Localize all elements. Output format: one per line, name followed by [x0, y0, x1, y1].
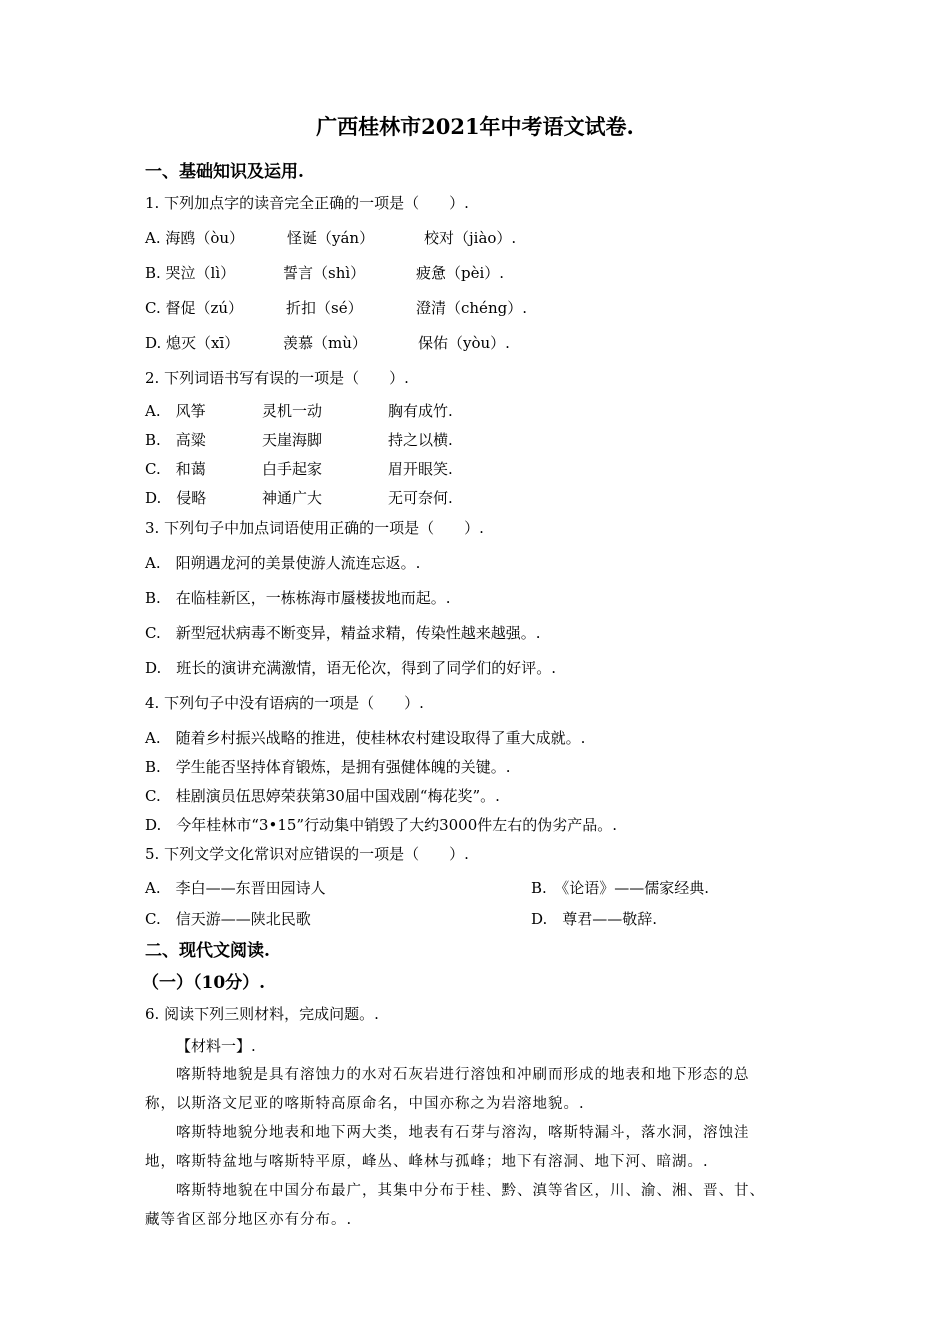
q3-option-b: B. 在临桂新区，一栋栋海市蜃楼拔地而起。. [145, 589, 451, 607]
q3-option-a: A. 阳朔遇龙河的美景使游人流连忘返。. [145, 554, 421, 572]
section-2-subheading: （一）（10分）. [142, 973, 266, 993]
q4-option-a: A. 随着乡村振兴战略的推进，使桂林农村建设取得了重大成就。. [145, 729, 586, 747]
section-2-heading: 二、现代文阅读. [145, 941, 270, 961]
q2-option-a-2: 灵机一动 [262, 402, 323, 420]
q2-option-d-3: 无可奈何. [388, 489, 453, 507]
q1-option-a-2: 怪诞（yán） [287, 229, 375, 247]
q4-option-c: C. 桂剧演员伍思婷荣获第30届中国戏剧“梅花奖”。. [145, 787, 500, 805]
q5-stem: 5. 下列文学文化常识对应错误的一项是（ ）. [145, 845, 469, 863]
material-1-paragraph-1-line-2: 称，以斯洛文尼亚的喀斯特高原命名，中国亦称之为岩溶地貌。. [145, 1096, 585, 1112]
q1-option-b-2: 誓言（shì） [283, 264, 366, 282]
q2-option-a-1: A. 风筝 [145, 402, 206, 420]
section-1-heading: 一、基础知识及运用. [145, 162, 304, 182]
q5-option-b: B. 《论语》——儒家经典. [531, 879, 710, 897]
q2-option-c-2: 白手起家 [262, 460, 323, 478]
q1-option-d-2: 羡慕（mù） [283, 334, 367, 352]
q6-stem: 6. 阅读下列三则材料，完成问题。. [145, 1005, 379, 1023]
q3-option-c: C. 新型冠状病毒不断变异，精益求精，传染性越来越强。. [145, 624, 541, 642]
q2-stem: 2. 下列词语书写有误的一项是（ ）. [145, 369, 409, 387]
q2-option-d-1: D. 侵略 [145, 489, 207, 507]
material-1-paragraph-3-line-2: 藏等省区部分地区亦有分布。. [145, 1212, 353, 1228]
q1-option-a-3: 校对（jiào）. [424, 229, 517, 247]
material-1-paragraph-2-line-2: 地，喀斯特盆地与喀斯特平原，峰丛、峰林与孤峰；地下有溶洞、地下河、暗湖。. [145, 1154, 709, 1170]
q4-option-b: B. 学生能否坚持体育锻炼，是拥有强健体魄的关键。. [145, 758, 511, 776]
q1-option-d-3: 保佑（yòu）. [418, 334, 510, 352]
q1-option-c-3: 澄清（chéng）. [416, 299, 527, 317]
q1-option-c-2: 折扣（sé） [286, 299, 363, 317]
q5-option-a: A. 李白——东晋田园诗人 [145, 879, 326, 897]
q4-stem: 4. 下列句子中没有语病的一项是（ ）. [145, 694, 424, 712]
q1-option-c-1: C. 督促（zú） [145, 299, 244, 317]
material-1-paragraph-2-line-1: 喀斯特地貌分地表和地下两大类，地表有石芽与溶沟，喀斯特漏斗，落水洞，溶蚀洼 [176, 1125, 750, 1141]
q2-option-d-2: 神通广大 [262, 489, 323, 507]
q3-stem: 3. 下列句子中加点词语使用正确的一项是（ ）. [145, 519, 484, 537]
q2-option-b-3: 持之以横. [388, 431, 453, 449]
q4-option-d: D. 今年桂林市“3•15”行动集中销毁了大约3000件左右的伪劣产品。. [145, 816, 618, 834]
q2-option-b-2: 天崖海脚 [262, 431, 323, 449]
q5-option-c: C. 信天游——陕北民歌 [145, 910, 311, 928]
q1-option-b-1: B. 哭泣（lì） [145, 264, 236, 282]
q1-option-b-3: 疲惫（pèi）. [416, 264, 505, 282]
q1-option-a-1: A. 海鸥（òu） [145, 229, 245, 247]
q3-option-d: D. 班长的演讲充满激情，语无伦次，得到了同学们的好评。. [145, 659, 557, 677]
q2-option-c-3: 眉开眼笑. [388, 460, 453, 478]
q2-option-a-3: 胸有成竹. [388, 402, 453, 420]
material-1-label: 【材料一】. [176, 1037, 256, 1055]
q1-option-d-1: D. 熄灭（xī） [145, 334, 240, 352]
q1-stem: 1. 下列加点字的读音完全正确的一项是（ ）. [145, 194, 469, 212]
q5-option-d: D. 尊君——敬辞. [531, 910, 658, 928]
material-1-paragraph-3-line-1: 喀斯特地貌在中国分布最广，其集中分布于桂、黔、滇等省区，川、渝、湘、晋、甘、 [176, 1183, 765, 1199]
exam-title: 广西桂林市2021年中考语文试卷. [316, 114, 634, 139]
q2-option-c-1: C. 和蔼 [145, 460, 206, 478]
material-1-paragraph-1-line-1: 喀斯特地貌是具有溶蚀力的水对石灰岩进行溶蚀和冲刷而形成的地表和地下形态的总 [176, 1067, 750, 1083]
q2-option-b-1: B. 高粱 [145, 431, 206, 449]
